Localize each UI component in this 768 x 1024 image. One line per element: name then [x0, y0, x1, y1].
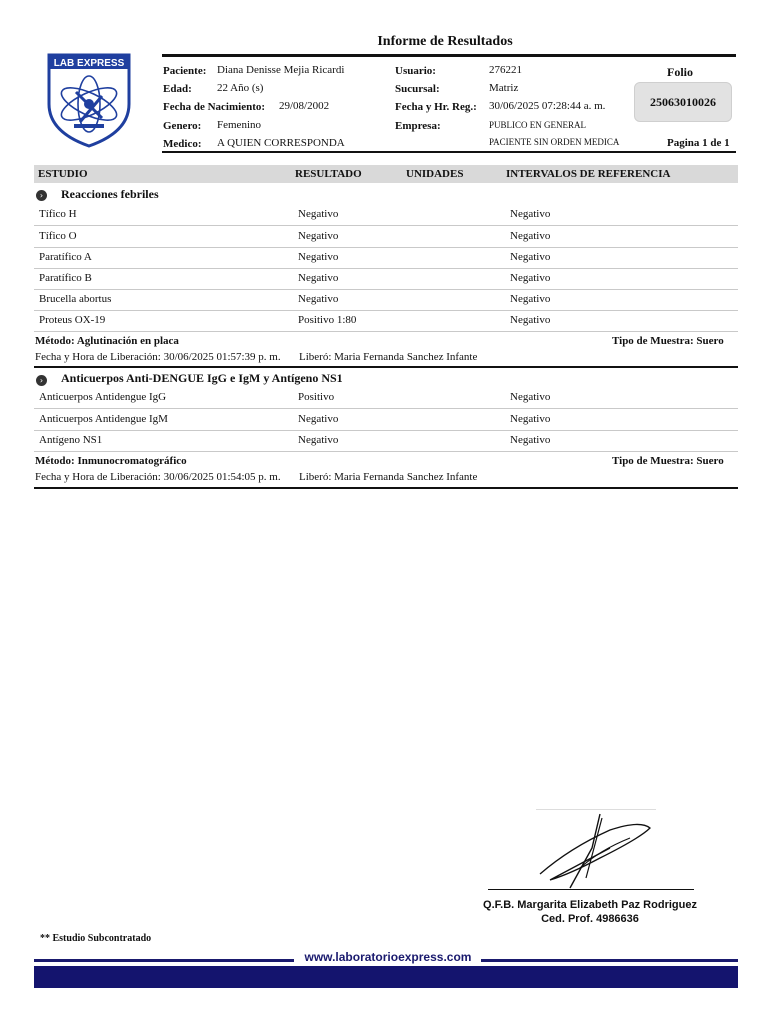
- study-name: Tífico O: [39, 230, 77, 242]
- section-divider: [34, 487, 738, 489]
- study-name: Anticuerpos Antidengue IgM: [39, 413, 168, 425]
- study-result: Negativo: [298, 272, 339, 284]
- table-row: [34, 268, 738, 290]
- company-note: PACIENTE SIN ORDEN MEDICA: [489, 137, 620, 147]
- study-name: Antígeno NS1: [39, 434, 103, 446]
- reg-date-value: 30/06/2025 07:28:44 a. m.: [489, 100, 606, 112]
- website-link[interactable]: www.laboratorioexpress.com: [304, 950, 472, 964]
- footer-note: ** Estudio Subcontratado: [40, 933, 152, 944]
- patient-name-label: Paciente:: [163, 65, 207, 77]
- footer-bar: [34, 966, 738, 988]
- company-label: Empresa:: [395, 120, 441, 132]
- study-reference: Negativo: [510, 434, 551, 446]
- table-row: [34, 430, 738, 452]
- study-reference: Negativo: [510, 391, 551, 403]
- table-row: [34, 247, 738, 269]
- study-result: Negativo: [298, 208, 339, 220]
- chevron-right-icon: ›: [36, 375, 47, 386]
- branch-value: Matriz: [489, 82, 519, 94]
- section-divider: [34, 366, 738, 368]
- shield-logo-icon: [46, 52, 132, 148]
- study-result: Negativo: [298, 251, 339, 263]
- release-datetime: Fecha y Hora de Liberación: 30/06/2025 01:57:39 p. m.: [35, 351, 281, 363]
- study-result: Negativo: [298, 434, 339, 446]
- study-result: Positivo: [298, 391, 335, 403]
- method-text: Método: Aglutinación en placa: [35, 335, 179, 347]
- table-row: [34, 310, 738, 332]
- table-row: [34, 226, 738, 248]
- footer-line-left: [34, 959, 294, 962]
- released-by: Liberó: Maria Fernanda Sanchez Infante: [299, 351, 478, 363]
- study-reference: Negativo: [510, 413, 551, 425]
- study-result: Positivo 1:80: [298, 314, 357, 326]
- method-text: Método: Inmunocromatográfico: [35, 455, 187, 467]
- patient-age-label: Edad:: [163, 83, 192, 95]
- released-by: Liberó: Maria Fernanda Sanchez Infante: [299, 471, 478, 483]
- logo-text: LAB EXPRESS: [53, 58, 125, 69]
- page-indicator: Pagina 1 de 1: [667, 137, 730, 149]
- section-title: Anticuerpos Anti-DENGUE IgG e IgM y Antígeno NS1: [61, 371, 343, 385]
- study-name: Proteus OX-19: [39, 314, 106, 326]
- reg-date-label: Fecha y Hr. Reg.:: [395, 101, 477, 113]
- footer-line-right: [481, 959, 738, 962]
- table-row: [34, 409, 738, 431]
- patient-gender: Femenino: [217, 119, 261, 131]
- lab-express-logo: [46, 52, 132, 148]
- patient-age: 22 Año (s): [217, 82, 264, 94]
- signer-name: Q.F.B. Margarita Elizabeth Paz Rodriguez: [483, 899, 697, 911]
- signature-rule: [488, 889, 694, 890]
- study-reference: Negativo: [510, 293, 551, 305]
- folio-label: Folio: [667, 65, 693, 79]
- sample-type: Tipo de Muestra: Suero: [612, 335, 724, 347]
- branch-label: Sucursal:: [395, 83, 440, 95]
- report-title: Informe de Resultados: [377, 34, 513, 49]
- section-title: Reacciones febriles: [61, 187, 159, 201]
- patient-gender-label: Genero:: [163, 120, 202, 132]
- study-reference: Negativo: [510, 208, 551, 220]
- signature: [530, 808, 660, 892]
- patient-dob: 29/08/2002: [279, 100, 330, 112]
- study-name: Tífico H: [39, 208, 77, 220]
- title-rule: [162, 54, 736, 57]
- study-name: Paratífico B: [39, 272, 92, 284]
- study-result: Negativo: [298, 293, 339, 305]
- patient-name: Diana Denisse Mejia Ricardi: [217, 64, 345, 76]
- sample-type: Tipo de Muestra: Suero: [612, 455, 724, 467]
- study-reference: Negativo: [510, 272, 551, 284]
- table-row: [34, 387, 738, 409]
- patient-doctor: A QUIEN CORRESPONDA: [217, 137, 345, 149]
- company-value: PUBLICO EN GENERAL: [489, 120, 586, 130]
- study-reference: Negativo: [510, 251, 551, 263]
- study-name: Paratífico A: [39, 251, 92, 263]
- table-row: [34, 204, 738, 226]
- col-result: RESULTADO: [295, 168, 362, 180]
- study-result: Negativo: [298, 413, 339, 425]
- col-study: ESTUDIO: [38, 168, 88, 180]
- table-row: [34, 289, 738, 311]
- signer-license: Ced. Prof. 4986636: [541, 913, 639, 925]
- study-name: Anticuerpos Antidengue IgG: [39, 391, 167, 403]
- user-value: 276221: [489, 64, 522, 76]
- chevron-right-icon: ›: [36, 190, 47, 201]
- study-reference: Negativo: [510, 230, 551, 242]
- user-label: Usuario:: [395, 65, 436, 77]
- signature-icon: [530, 808, 660, 892]
- study-result: Negativo: [298, 230, 339, 242]
- study-name: Brucella abortus: [39, 293, 112, 305]
- release-datetime: Fecha y Hora de Liberación: 30/06/2025 01:54:05 p. m.: [35, 471, 281, 483]
- study-reference: Negativo: [510, 314, 551, 326]
- signer-block: [440, 898, 740, 926]
- folio-number: 25063010026: [634, 82, 732, 122]
- col-units: UNIDADES: [406, 168, 464, 180]
- col-reference: INTERVALOS DE REFERENCIA: [506, 168, 671, 180]
- patient-dob-label: Fecha de Nacimiento:: [163, 101, 266, 113]
- header-rule: [162, 151, 736, 153]
- patient-doctor-label: Medico:: [163, 138, 202, 150]
